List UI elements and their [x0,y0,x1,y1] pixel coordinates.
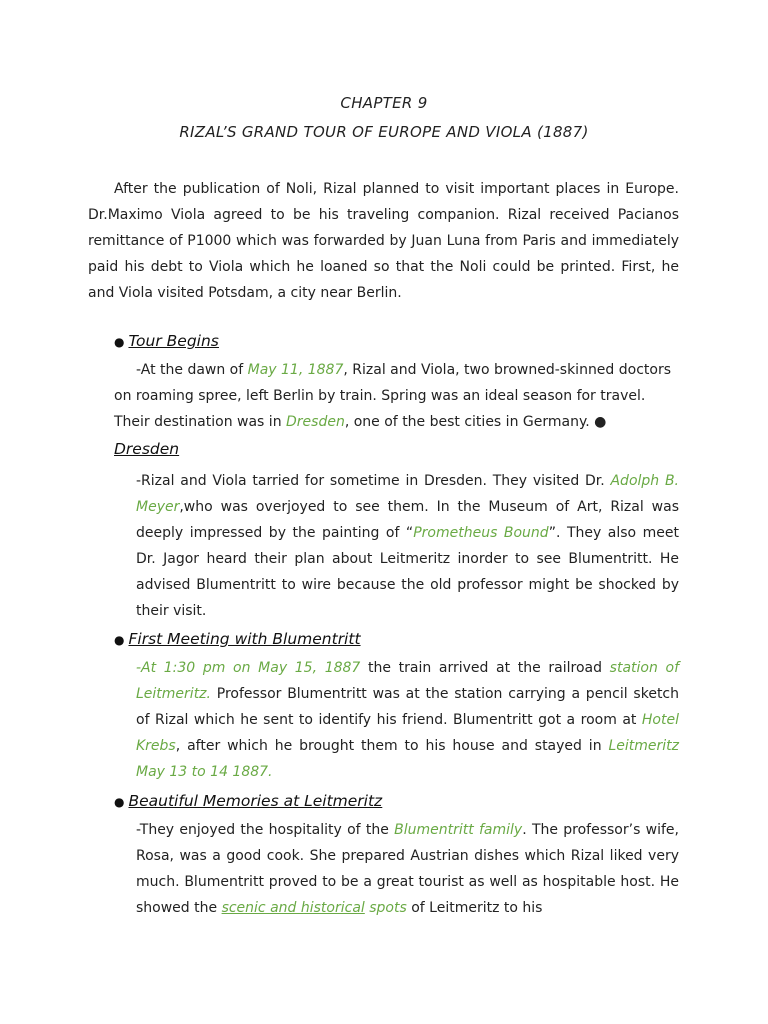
dresden-paragraph [136,468,679,624]
memories-scenic: scenic and historical [221,900,365,916]
heading-beautiful-memories [114,790,382,813]
meeting-station: station of Leitmeritz. [136,660,680,702]
dresden-text-1: -Rizal and Viola tarried for sometime in Dresden. They visited Dr. [136,473,611,489]
heading-tour-begins [114,330,219,353]
memories-family: Blumentritt family [394,822,523,838]
dresden-person: Adolph B. Meyer [136,473,680,515]
meeting-text-1: the train arrived at the railroad [360,660,610,676]
meeting-dates: Leitmeritz May 13 to 14 1887. [136,738,679,780]
memories-text-1: -They enjoyed the hospitality of the [136,822,395,838]
chapter-title: RIZAL’S GRAND TOUR OF EUROPE AND VIOLA (1887) [179,123,589,141]
heading-text: Tour Begins [128,332,219,350]
heading-dresden: Dresden [114,440,180,458]
tour-text-3: , one of the best cities in Germany. ● [344,414,607,430]
tour-text-2: , Rizal and Viola, two browned-skinned doctors on roaming spree, left Berlin by train. Spring was an ideal season for travel. Their destination was in [114,362,672,430]
heading-text: Beautiful Memories at Leitmeritz [128,792,383,810]
tour-text-1: -At the dawn of [136,362,248,378]
tour-paragraph [114,357,674,435]
bullet-icon: ● [114,633,125,647]
tour-destination: Dresden [286,414,345,430]
heading-text: First Meeting with Blumentritt [128,630,361,648]
chapter-number: CHAPTER 9 [340,94,428,112]
tour-date: May 11, 1887 [247,362,344,378]
heading-first-meeting [114,628,361,651]
dresden-painting: Prometheus Bound [413,525,549,541]
memories-text-2: . The professor’s wife, Rosa, was a good cook. She prepared Austrian dishes which Rizal liked very much. Blumentritt proved to be a great tourist as well as hospitable host. He showed the [136,822,679,916]
memories-paragraph [136,817,679,921]
intro-paragraph: After the publication of Noli, Rizal planned to visit important places in Europe. Dr.Maximo Viola agreed to be his traveling companion. Rizal received Pacianos remittance of P1000 which was forwarded by Juan Luna from Paris and immediately paid his debt to Viola which he loaned so that the Noli could be printed. First, he and Viola visited Potsdam, a city near Berlin. [88,181,679,301]
meeting-paragraph [136,655,679,785]
dresden-text-3: ”. They also meet Dr. Jagor heard their plan about Leitmeritz inorder to see Blumentritt. He advised Blumentritt to wire because the old professor might be shocked by their visit. [136,525,680,619]
memories-spots: spots [369,900,407,916]
meeting-time: -At 1:30 pm on May 15, 1887 [136,660,361,676]
dresden-text-2: ,who was overjoyed to see them. In the Museum of Art, Rizal was deeply impressed by the painting of “ [136,499,679,541]
meeting-hotel: Hotel Krebs [136,712,679,754]
meeting-text-2: Professor Blumentritt was at the station carrying a pencil sketch of Rizal which he sent to identify his friend. Blumentritt got a room at [136,686,679,728]
bullet-icon: ● [114,795,125,809]
meeting-text-3: , after which he brought them to his house and stayed in [175,738,609,754]
bullet-icon: ● [114,335,125,349]
memories-text-4: of Leitmeritz to his [406,900,543,916]
